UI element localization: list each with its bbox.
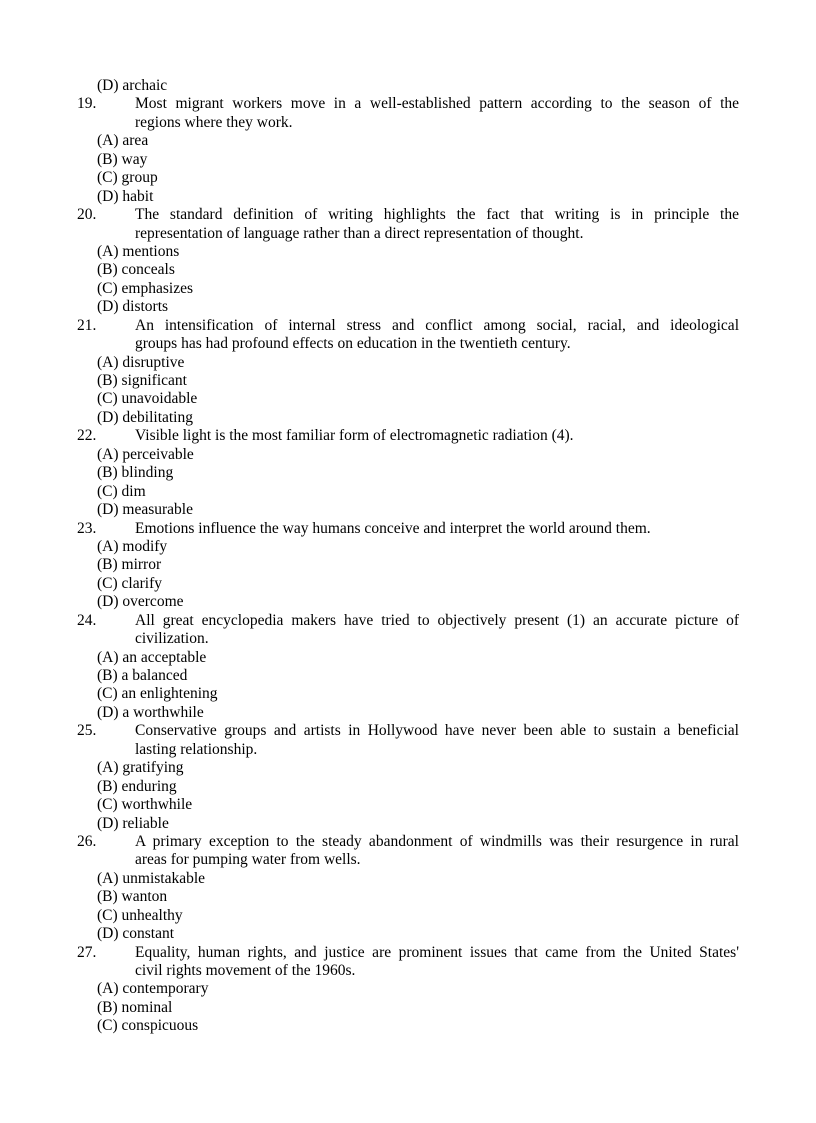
answer-option: (A) gratifying [97, 759, 184, 777]
question-text-continuation: groups has had profound effects on education in the twentieth century. [135, 335, 571, 353]
question-text: Most migrant workers move in a well-established pattern according to the season of the [135, 95, 739, 113]
answer-option: (A) perceivable [97, 445, 194, 463]
question-number: 27. [77, 943, 97, 961]
question-item [0, 206, 816, 317]
question-text: An intensification of internal stress and conflict among social, racial, and ideological [135, 316, 739, 334]
answer-option: (C) unhealthy [97, 906, 183, 924]
question-text: Conservative groups and artists in Hollywood have never been able to sustain a beneficial [135, 722, 739, 740]
answer-option: (C) worthwhile [97, 796, 193, 814]
question-item [0, 520, 816, 612]
question-stem-row [0, 612, 816, 630]
question-stem-row [0, 95, 816, 113]
question-number: 22. [77, 427, 97, 445]
question-stem-row [0, 944, 816, 962]
answer-option: (B) wanton [97, 888, 168, 906]
answer-option: (C) unavoidable [97, 390, 198, 408]
answer-option: (B) conceals [97, 261, 175, 279]
question-list [0, 95, 816, 1035]
question-stem-row [0, 317, 816, 335]
question-text-continuation: areas for pumping water from wells. [135, 851, 361, 869]
answer-option: (C) dim [97, 482, 146, 500]
answer-option: (A) area [97, 132, 149, 150]
answer-option: (C) an enlightening [97, 685, 218, 703]
question-number: 25. [77, 722, 97, 740]
answer-option: (A) contemporary [97, 980, 209, 998]
question-item [0, 317, 816, 428]
answer-option: (B) mirror [97, 556, 162, 574]
answer-option: (C) conspicuous [97, 1017, 199, 1035]
exam-page [0, 77, 816, 1036]
answer-option: (B) nominal [97, 998, 173, 1016]
question-text-continuation: civil rights movement of the 1960s. [135, 962, 356, 979]
question-text: A primary exception to the steady abandonment of windmills was their resurgence in rural [135, 832, 739, 850]
question-text-continuation: regions where they work. [135, 113, 293, 131]
question-text: The standard definition of writing highlights the fact that writing is in principle the [135, 206, 739, 224]
question-text-continuation: representation of language rather than a direct representation of thought. [135, 224, 584, 242]
answer-option: (D) distorts [97, 298, 169, 316]
question-stem-row [0, 520, 816, 538]
answer-option: (D) a worthwhile [97, 703, 204, 721]
question-stem-row [0, 722, 816, 740]
question-text-continuation: civilization. [135, 630, 209, 648]
question-stem-row [0, 833, 816, 851]
question-text-continuation: lasting relationship. [135, 740, 258, 758]
answer-option: (D) constant [97, 925, 175, 943]
answer-option: (A) an acceptable [97, 648, 207, 666]
answer-option: (A) unmistakable [97, 869, 206, 887]
question-item [0, 95, 816, 206]
answer-option: (D) reliable [97, 814, 169, 832]
answer-option: (C) emphasizes [97, 279, 193, 297]
question-number: 20. [77, 206, 97, 224]
question-text: Emotions influence the way humans conceive and interpret the world around them. [135, 519, 651, 537]
question-number: 19. [77, 95, 97, 113]
answer-option: (D) debilitating [97, 408, 193, 426]
answer-option: (D) overcome [97, 593, 184, 611]
answer-option: (A) modify [97, 537, 168, 555]
answer-option: (C) group [97, 169, 158, 187]
answer-option: (D) habit [97, 187, 154, 205]
question-item [0, 833, 816, 944]
answer-option: (B) way [97, 150, 148, 168]
answer-option: (B) a balanced [97, 667, 188, 684]
question-item [0, 722, 816, 833]
question-item [0, 612, 816, 723]
question-text: Visible light is the most familiar form of electromagnetic radiation (4). [135, 427, 574, 445]
answer-option: (A) mentions [97, 242, 180, 260]
question-stem-row [0, 206, 816, 224]
question-number: 23. [77, 519, 97, 537]
question-text: All great encyclopedia makers have tried to objectively present (1) an accurate picture of [135, 611, 739, 629]
question-text: Equality, human rights, and justice are prominent issues that came from the United States' [135, 943, 739, 961]
question-stem-row [0, 427, 816, 445]
question-number: 26. [77, 832, 97, 850]
question-item [0, 944, 816, 1036]
answer-option: (B) significant [97, 372, 187, 389]
question-item [0, 427, 816, 519]
question-number: 24. [77, 611, 97, 629]
question-number: 21. [77, 316, 97, 334]
answer-option: (C) clarify [97, 574, 162, 592]
leading-option: (D) archaic [97, 77, 168, 94]
answer-option: (A) disruptive [97, 353, 185, 371]
answer-option: (B) blinding [97, 464, 174, 482]
answer-option: (D) measurable [97, 501, 193, 519]
answer-option: (B) enduring [97, 777, 177, 795]
